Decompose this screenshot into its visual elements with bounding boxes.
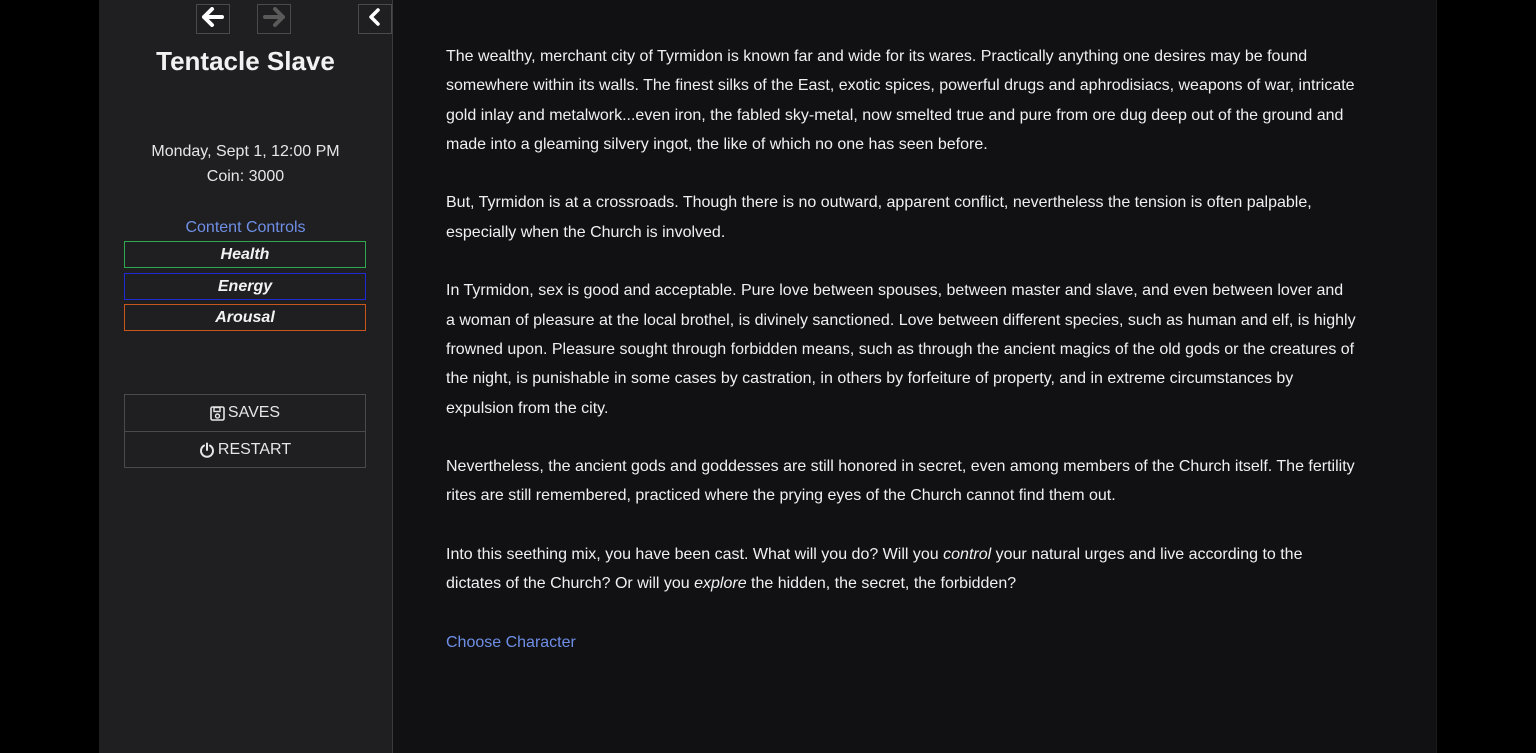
floppy-disk-icon — [210, 406, 225, 421]
chevron-left-icon — [368, 8, 382, 31]
power-icon — [199, 442, 215, 458]
choose-character-link[interactable]: Choose Character — [446, 633, 576, 651]
arrow-left-icon — [202, 7, 224, 32]
restart-label: RESTART — [217, 440, 292, 458]
content-controls-heading[interactable]: Content Controls — [185, 219, 306, 236]
passage-paragraph-5 — [446, 540, 1356, 599]
arrow-right-icon — [263, 7, 285, 32]
passage-paragraph-4: Nevertheless, the ancient gods and goddesses are still honored in secret, even among members of the Church itself. The fertility rites are still remembered, practiced where the prying eyes of the Church cannot find them out. — [446, 458, 1355, 505]
history-forward-button[interactable] — [257, 4, 291, 34]
coin-label: Coin: — [206, 168, 245, 185]
passage-paragraph-1: The wealthy, merchant city of Tyrmidon is known far and wide for its wares. Practically anything one desires may be found somewhere within its walls. The finest silks of the East, exotic spices, powerful drugs and aphrodisiacs, weapons of war, intricate gold inlay and metalwork...even iron, the fabled sky-metal, now smelted true and pure from ore dug deep out of the ground and made into a gleaming silvery ingot, the like of which no one has seen before. — [446, 48, 1355, 153]
passage-paragraph-3: In Tyrmidon, sex is good and acceptable. Pure love between spouses, between master and slave, and even between lover and a woman of pleasure at the local brothel, is divinely sanctioned. Love between different species, such as human and elf, is highly frowned upon. Pleasure sought through forbidden means, such as through the ancient magics of the old gods or the creatures of the night, is punishable in some cases by castration, in others by forfeiture of property, and in extreme circumstances by expulsion from the city. — [446, 282, 1356, 417]
saves-button[interactable] — [124, 394, 366, 432]
story-passage-area — [393, 0, 1437, 753]
passage-paragraph-2: But, Tyrmidon is at a crossroads. Though there is no outward, apparent conflict, nevertheless the tension is often palpable, especially when the Church is involved. — [446, 194, 1312, 241]
story-title: Tentacle Slave — [156, 46, 335, 76]
game-datetime: Monday, Sept 1, 12:00 PM — [151, 143, 340, 160]
energy-bar: Energy — [124, 273, 366, 300]
sidebar — [99, 0, 393, 753]
passage-text: your natural urges and live according to the dictates of the Church? Or will you — [446, 546, 1303, 593]
passage-text: Into this seething mix, you have been cast. What will you do? Will you — [446, 546, 944, 564]
passage — [446, 42, 1356, 687]
history-back-button[interactable] — [196, 4, 230, 34]
restart-button[interactable] — [124, 431, 366, 468]
coin-display — [99, 168, 392, 186]
passage-link-paragraph — [446, 628, 1356, 657]
health-bar: Health — [124, 241, 366, 268]
saves-label: SAVES — [227, 404, 281, 421]
sidebar-stow-button[interactable] — [358, 4, 392, 34]
arousal-bar: Arousal — [124, 304, 366, 331]
emphasis-explore: explore — [694, 575, 747, 593]
coin-value: 3000 — [248, 168, 285, 185]
emphasis-control: control — [943, 546, 992, 564]
passage-text: the hidden, the secret, the forbidden? — [746, 575, 1017, 593]
